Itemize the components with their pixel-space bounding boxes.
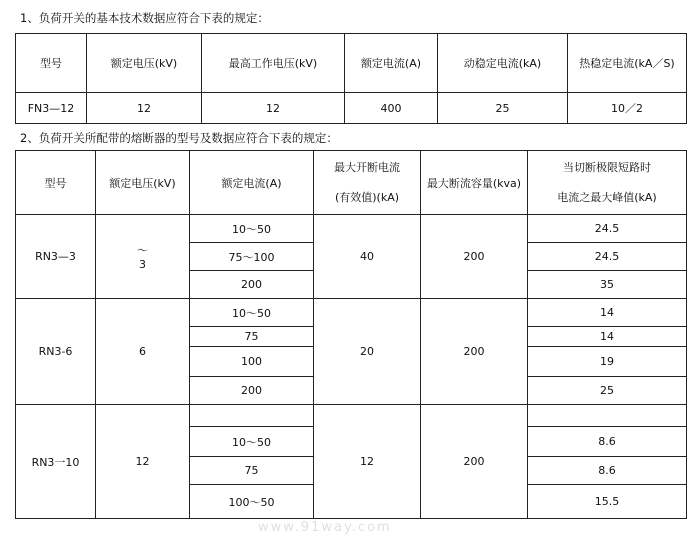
group1-peak-1: 24.5 (528, 215, 687, 243)
group2-peak-4: 25 (528, 377, 687, 405)
group3-voltage: 12 (96, 405, 190, 519)
section2-heading: 2、负荷开关所配带的熔断器的型号及数据应符合下表的规定： (20, 131, 338, 145)
header-breaking-current (314, 151, 421, 215)
group1-voltage (96, 215, 190, 299)
header-breaking-current-line1: 最大开断电流 (334, 160, 400, 174)
group2-voltage: 6 (96, 299, 190, 405)
group3-breaking-current: 12 (314, 405, 421, 519)
group1-current-1: 10～50 (190, 215, 314, 243)
group1-model: RN3—3 (16, 215, 96, 299)
group1-current-3: 200 (190, 271, 314, 299)
header-breaking-capacity: 最大断流容量(kva) (421, 151, 528, 215)
group2-peak-1: 14 (528, 299, 687, 327)
group1-peak-2: 24.5 (528, 243, 687, 271)
header-thermal-current: 热稳定电流(kA／S) (568, 34, 687, 93)
cell-rated-current: 400 (345, 93, 438, 124)
group3-peak-3: 8.6 (528, 457, 687, 485)
group3-peak-4: 15.5 (528, 485, 687, 519)
group3-model: RN3一10 (16, 405, 96, 519)
header-model: 型号 (16, 151, 96, 215)
watermark: www.91way.com (258, 520, 392, 535)
group1-voltage-symbol: ～ (137, 244, 148, 257)
group3-capacity: 200 (421, 405, 528, 519)
header-rated-voltage: 额定电压(kV) (87, 34, 202, 93)
group1-breaking-current: 40 (314, 215, 421, 299)
group3-current-3: 75 (190, 457, 314, 485)
group1-voltage-value: 3 (139, 258, 146, 271)
group2-current-4: 200 (190, 377, 314, 405)
header-dynamic-current: 动稳定电流(kA) (438, 34, 568, 93)
group3-peak-1 (528, 405, 687, 427)
fuse-spec-table (15, 150, 687, 519)
header-breaking-current-line2: (有效值)(kA) (334, 190, 400, 204)
group1-peak-3: 35 (528, 271, 687, 299)
header-peak-line1: 当切断极限短路时 (563, 160, 651, 174)
header-model: 型号 (16, 34, 87, 93)
switch-spec-table (15, 33, 687, 124)
cell-max-voltage: 12 (202, 93, 345, 124)
header-peak-current (528, 151, 687, 215)
header-rated-current: 额定电流(A) (345, 34, 438, 93)
group2-peak-2: 14 (528, 327, 687, 347)
cell-model: FN3—12 (16, 93, 87, 124)
group3-current-1 (190, 405, 314, 427)
group2-current-1: 10～50 (190, 299, 314, 327)
header-rated-current: 额定电流(A) (190, 151, 314, 215)
group3-peak-2: 8.6 (528, 427, 687, 457)
header-max-voltage: 最高工作电压(kV) (202, 34, 345, 93)
header-peak-line2: 电流之最大峰值(kA) (557, 190, 657, 204)
group2-breaking-current: 20 (314, 299, 421, 405)
group1-capacity: 200 (421, 215, 528, 299)
cell-dynamic-current: 25 (438, 93, 568, 124)
group2-current-3: 100 (190, 347, 314, 377)
group1-current-2: 75～100 (190, 243, 314, 271)
group3-current-4: 100～50 (190, 485, 314, 519)
group3-current-2: 10～50 (190, 427, 314, 457)
section1-heading: 1、负荷开关的基本技术数据应符合下表的规定： (20, 11, 269, 25)
group2-model: RN3-6 (16, 299, 96, 405)
group2-peak-3: 19 (528, 347, 687, 377)
group2-current-2: 75 (190, 327, 314, 347)
header-rated-voltage: 额定电压(kV) (96, 151, 190, 215)
cell-rated-voltage: 12 (87, 93, 202, 124)
group2-capacity: 200 (421, 299, 528, 405)
cell-thermal-current: 10／2 (568, 93, 687, 124)
